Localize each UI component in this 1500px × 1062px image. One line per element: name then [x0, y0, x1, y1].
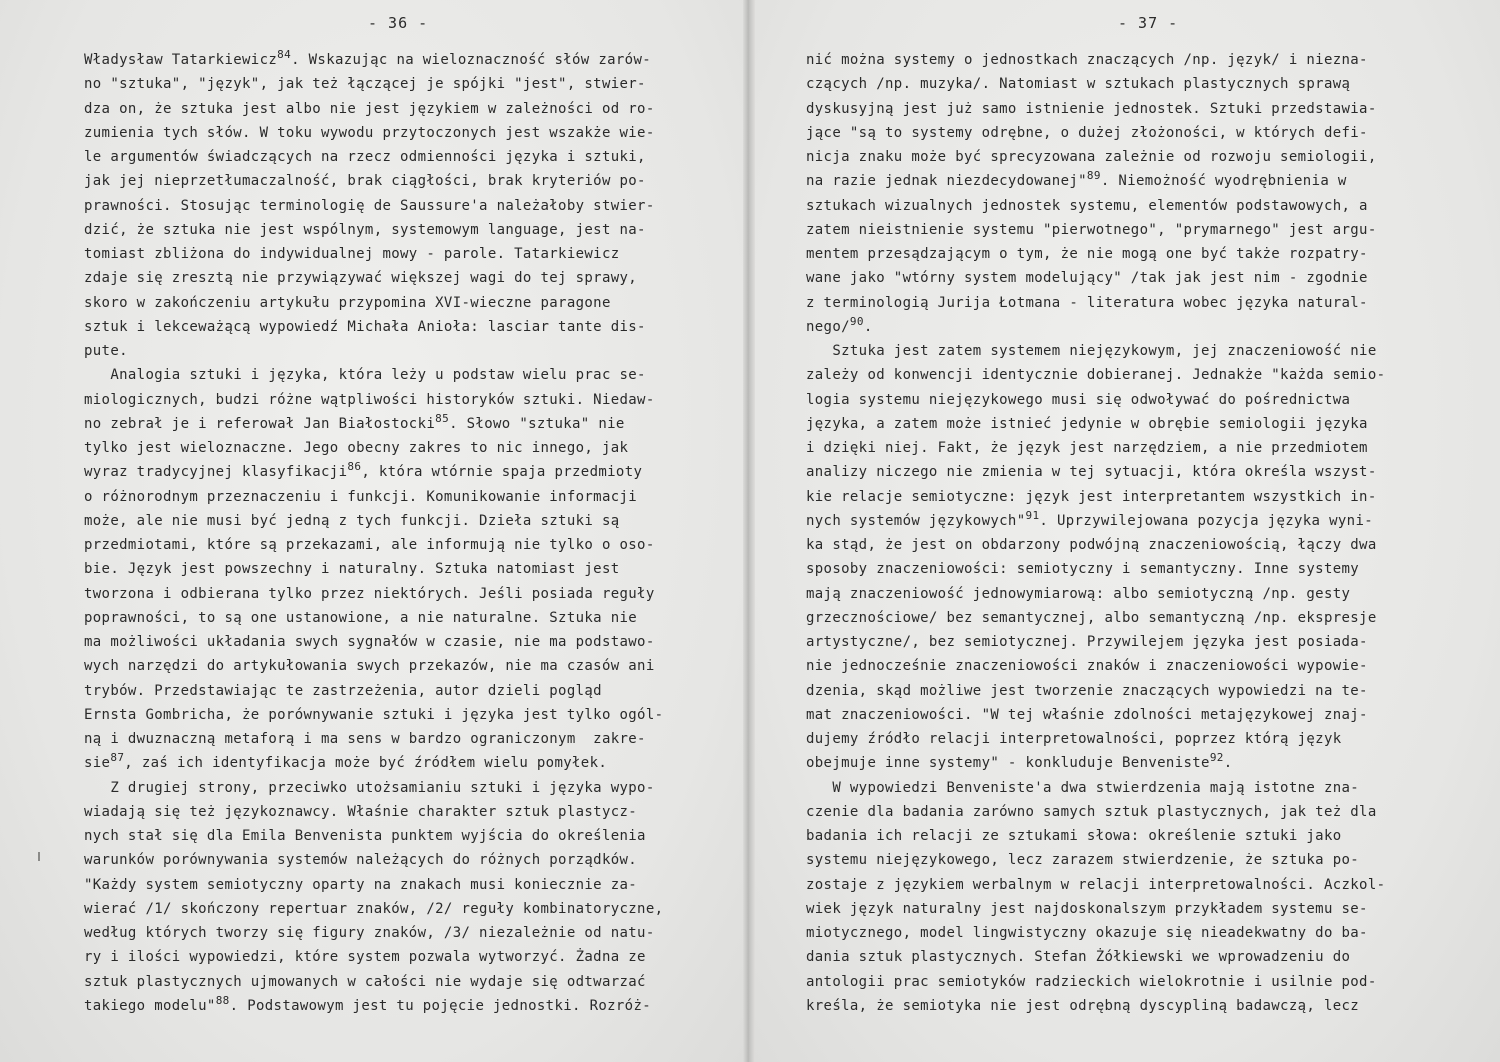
line-text-continued: , zaś ich identyfikacja może być źródłem wielu pomyłek. — [124, 755, 608, 772]
text-line — [84, 727, 646, 751]
line-text: ry i ilości wypowiedzi, które system pozwala wytworzyć. Żadna ze — [84, 949, 646, 966]
text-line — [806, 606, 1377, 630]
text-line — [806, 970, 1377, 994]
line-text: ka stąd, że jest on obdarzony podwójną znaczeniowością, łączy dwa — [806, 537, 1377, 553]
footnote-ref: 84 — [277, 48, 292, 61]
text-line — [806, 218, 1377, 242]
line-text: bie. Język jest powszechny i naturalny. Sztuka natomiast jest — [84, 561, 620, 578]
text-line — [806, 557, 1359, 581]
text-line — [806, 121, 1368, 145]
footnote-ref: 92 — [1209, 751, 1224, 765]
page-number: - 37 - — [1118, 14, 1179, 32]
line-text: czących /np. muzyka/. Natomiast w sztukach plastycznych sprawą — [806, 76, 1351, 93]
right-page — [748, 0, 1500, 1062]
text-line — [806, 921, 1368, 945]
text-line — [806, 824, 1342, 848]
line-text: tylko jest wieloznaczne. Jego obecny zakres to nic innego, jak — [84, 440, 629, 456]
text-line — [84, 291, 611, 315]
line-text: nych stał się dla Emila Benvenista punktem wyjścia do określenia — [84, 828, 646, 844]
text-line — [806, 315, 873, 339]
line-text-continued: , która wtórnie spaja przedmioty — [361, 464, 643, 481]
line-text: Ernsta Gombricha, że porównywanie sztuki i języka jest tylko ogól- — [84, 706, 664, 723]
text-line — [806, 945, 1350, 969]
line-text: mat znaczeniowości. "W tej właśnie zdolności metajęzykowej znaj- — [806, 706, 1368, 723]
text-line — [806, 169, 1347, 193]
text-line — [84, 412, 625, 436]
line-text: poprawności, to są one ustanowione, a nie naturalne. Sztuka nie — [84, 609, 638, 626]
footnote-ref: 86 — [347, 460, 362, 474]
text-line — [84, 606, 637, 630]
line-text: takiego modelu" — [84, 997, 216, 1014]
text-line — [84, 72, 646, 96]
line-text: Z drugiej strony, przeciwko utożsamianiu sztuki i języka wypo- — [84, 779, 655, 796]
text-line — [806, 751, 1233, 775]
line-text: antologii prac semiotyków radzieckich wielokrotnie i usilnie pod- — [806, 973, 1377, 990]
text-line — [806, 291, 1368, 315]
text-line — [84, 242, 620, 266]
line-text: dania sztuk plastycznych. Stefan Żółkiewski we wprowadzeniu do — [806, 949, 1351, 966]
text-line — [84, 97, 655, 121]
line-text: grzecznościowe/ bez semantycznej, albo semantyczną /np. ekspresje — [806, 609, 1377, 626]
text-line — [806, 533, 1377, 557]
line-text: Władysław Tatarkiewicz — [84, 52, 278, 68]
line-text: artystyczne/, bez semiotycznej. Przywilejem języka jest posiada- — [806, 634, 1368, 650]
line-text: "Każdy system semiotyczny oparty na znakach musi koniecznie za- — [84, 876, 638, 893]
line-text: dujemy źródło relacji interpretowalności, poprzez którą język — [806, 731, 1342, 747]
line-text: nych systemów językowych" — [806, 512, 1026, 529]
text-line — [84, 703, 663, 727]
line-text: nić można systemy o jednostkach znaczących /np. język/ i niezna- — [806, 52, 1368, 68]
line-text: warunków porównywania systemów należących do różnych porządków. — [84, 852, 638, 869]
line-text: nie jednocześnie znaczeniowości znaków i znaczeniowości wypowie- — [806, 658, 1368, 675]
text-line — [806, 97, 1377, 121]
book-gutter — [743, 0, 755, 1062]
line-text: zależy od konwencji identycznie dobieranej. Jednakże "każda semio- — [806, 367, 1386, 384]
line-text: jące "są to systemy odrębne, o dużej złożoności, w których defi- — [806, 124, 1368, 141]
line-text: zostaje z językiem werbalnym w relacji interpretowalności. Aczkol- — [806, 876, 1386, 893]
text-line — [806, 679, 1368, 703]
text-line — [84, 654, 655, 678]
line-text: wane jako "wtórny system modelujący" /tak jak jest nim - zgodnie — [806, 270, 1368, 287]
text-line — [806, 582, 1350, 606]
footnote-ref: 91 — [1025, 508, 1040, 522]
line-text: według których tworzy się figury znaków, /3/ niezależnie od natu- — [84, 925, 655, 941]
line-text: pute. — [84, 343, 128, 359]
line-text: kie relacje semiotyczne: język jest interpretantem wszystkich in- — [806, 488, 1377, 505]
line-text: na razie jednak niezdecydowanej" — [806, 173, 1087, 190]
line-text-continued: . Uprzywilejowana pozycja języka wyni- — [1039, 512, 1374, 529]
text-line — [84, 970, 646, 994]
line-text: systemu niejęzykowego, lecz zarazem stwierdzenie, że sztuka po- — [806, 852, 1360, 869]
line-text: tworzona i odbierana tylko przez niektórych. Jeśli posiada reguły — [84, 585, 655, 602]
footnote-ref: 90 — [849, 314, 864, 328]
text-line — [806, 485, 1377, 509]
line-text-continued: . Wskazując na wieloznaczność słów zarów- — [291, 52, 652, 68]
text-line — [806, 873, 1385, 897]
text-line — [806, 412, 1368, 436]
line-text: o różnorodnym przeznaczeniu i funkcji. Komunikowanie informacji — [84, 488, 638, 505]
line-text: z terminologią Jurija Łotmana - literatura wobec języka natural- — [806, 294, 1368, 311]
text-line — [84, 994, 651, 1018]
text-line — [84, 679, 602, 703]
text-line — [806, 994, 1359, 1018]
footnote-ref: 85 — [435, 411, 450, 425]
text-line — [84, 169, 646, 193]
text-line — [84, 921, 655, 945]
text-line — [806, 242, 1368, 266]
line-text-continued: . Podstawowym jest tu pojęcie jednostki. Rozróż- — [229, 997, 652, 1014]
line-text: logia systemu niejęzykowego musi się odwoływać do pośrednictwa — [806, 391, 1351, 408]
left-page — [0, 0, 748, 1062]
line-text-continued: . Niemożność wyodrębnienia w — [1100, 173, 1347, 190]
line-text: zumienia tych słów. W toku wywodu przytoczonych jest wszakże wie- — [84, 124, 655, 141]
line-text: wiadają się też językoznawcy. Właśnie charakter sztuk plastycz- — [84, 803, 638, 820]
line-text: sztuk plastycznych ujmowanych w całości nie wydaje się odtwarzać — [84, 973, 646, 990]
line-text: tomiast zbliżona do indywidualnej mowy - parole. Tatarkiewicz — [84, 246, 620, 262]
line-text: nego/ — [806, 318, 850, 335]
text-line — [84, 121, 655, 145]
line-text-continued: . — [863, 318, 873, 335]
line-text: dzenia, skąd możliwe jest tworzenie znaczących wypowiedzi na te- — [806, 682, 1368, 699]
line-text: miotycznego, model lingwistyczny okazuje się nieadekwatny do ba- — [806, 925, 1368, 941]
text-line — [84, 897, 663, 921]
text-line — [84, 339, 128, 363]
text-line — [84, 751, 607, 775]
text-line — [84, 873, 637, 897]
line-text: wiek język naturalny jest najdoskonalszym przykładem systemu se- — [806, 900, 1368, 917]
text-line — [84, 557, 620, 581]
line-text: zdaje się zresztą nie przywiązywać większej wagi do tej sprawy, — [84, 270, 638, 287]
text-line — [806, 897, 1368, 921]
text-line — [806, 800, 1377, 824]
line-text: W wypowiedzi Benveniste'a dwa stwierdzenia mają istotne zna- — [806, 779, 1360, 796]
line-text: zatem nieistnienie systemu "pierwotnego", "prymarnego" jest argu- — [806, 221, 1377, 238]
text-line — [806, 194, 1368, 218]
text-line — [84, 460, 642, 484]
text-line — [806, 703, 1368, 727]
text-line — [806, 48, 1368, 72]
text-line — [84, 48, 651, 72]
line-text: wyraz tradycyjnej klasyfikacji — [84, 464, 348, 481]
line-text: ma możliwości układania swych sygnałów w czasie, nie ma podstawo- — [84, 634, 655, 650]
text-line — [806, 727, 1342, 751]
text-line — [84, 315, 646, 339]
text-line — [84, 630, 655, 654]
footnote-ref: 88 — [215, 993, 230, 1007]
text-line — [84, 436, 628, 460]
line-text-continued: . — [1223, 755, 1233, 772]
page-number: - 36 - — [368, 14, 429, 32]
line-text: może, ale nie musi być jedną z tych funkcji. Dzieła sztuki są — [84, 512, 620, 529]
text-line — [806, 72, 1350, 96]
line-text: skoro w zakończeniu artykułu przypomina XVI-wieczne paragone — [84, 294, 611, 311]
line-text: le argumentów świadczących na rzecz odmienności języka i sztuki, — [84, 149, 646, 165]
text-line — [806, 776, 1359, 800]
text-line — [84, 266, 637, 290]
text-line — [806, 460, 1377, 484]
line-text: Analogia sztuki i języka, która leży u podstaw wielu prac se- — [84, 367, 646, 384]
line-text: prawności. Stosując terminologię de Saussure'a należałoby stwier- — [84, 197, 655, 214]
text-line — [84, 145, 646, 169]
line-text: obejmuje inne systemy" - konkluduje Benveniste — [806, 755, 1210, 772]
text-line — [806, 509, 1373, 533]
text-line — [84, 776, 655, 800]
text-line — [84, 218, 646, 242]
line-text: nicja znaku może być sprecyzowana zależnie od rozwoju semiologii, — [806, 149, 1377, 165]
line-text: dza on, że sztuka jest albo nie jest językiem w zależności od ro- — [84, 100, 655, 117]
text-line — [84, 824, 646, 848]
footnote-ref: 89 — [1086, 169, 1101, 183]
line-text: języka, a zatem może istnieć jedynie w obrębie semiologii języka — [806, 415, 1368, 432]
text-line — [84, 582, 655, 606]
line-text: czenie dla badania zarówno samych sztuk plastycznych, jak też dla — [806, 803, 1377, 820]
line-text: no "sztuka", "język", jak też łączącej je spójki "jest", stwier- — [84, 76, 646, 93]
text-line — [806, 339, 1377, 363]
footnote-ref: 87 — [110, 751, 125, 765]
line-text: trybów. Przedstawiając te zastrzeżenia, autor dzieli pogląd — [84, 682, 602, 699]
text-line — [806, 630, 1368, 654]
line-text: wych narzędzi do artykułowania swych przekazów, nie ma czasów ani — [84, 658, 655, 675]
text-line — [84, 194, 655, 218]
line-text: sie — [84, 755, 111, 772]
line-text: badania ich relacji ze sztukami słowa: określenie sztuki jako — [806, 828, 1342, 844]
line-text: i dzięki niej. Fakt, że język jest narzędziem, a nie przedmiotem — [806, 440, 1368, 456]
text-line — [806, 436, 1368, 460]
text-line — [806, 266, 1368, 290]
text-line — [84, 945, 646, 969]
line-text: sztukach wizualnych jednostek systemu, elementów podstawowych, a — [806, 197, 1368, 214]
text-line — [84, 485, 637, 509]
text-line — [806, 654, 1368, 678]
text-line — [806, 145, 1377, 169]
line-text: sposoby znaczeniowości: semiotyczny i semantyczny. Inne systemy — [806, 561, 1360, 578]
line-text: jak jej nieprzetłumaczalność, brak ciągłości, brak kryteriów po- — [84, 173, 646, 190]
line-text: przedmiotami, które są przekazami, ale informują nie tylko o oso- — [84, 537, 655, 553]
text-line — [84, 848, 637, 872]
text-line — [806, 388, 1350, 412]
line-text: dyskusyjną jest już samo istnienie jednostek. Sztuki przedstawia- — [806, 100, 1377, 117]
line-text: dzić, że sztuka nie jest wspólnym, systemowym language, jest na- — [84, 221, 646, 238]
text-line — [84, 533, 655, 557]
line-text: ną i dwuznaczną metaforą i ma sens w bardzo ograniczonym zakre- — [84, 731, 646, 747]
text-line — [84, 509, 620, 533]
line-text: mają znaczeniowość jednowymiarową: albo semiotyczną /np. gesty — [806, 585, 1351, 602]
text-line — [84, 363, 646, 387]
line-text: kreśla, że semiotyka nie jest odrębną dyscypliną badawczą, lecz — [806, 997, 1360, 1014]
line-text-continued: . Słowo "sztuka" nie — [449, 415, 625, 432]
line-text: wierać /1/ skończony repertuar znaków, /2/ reguły kombinatoryczne, — [84, 900, 664, 917]
line-text: mentem przesądzającym o tym, że nie mogą one być także rozpatry- — [806, 246, 1368, 262]
text-line — [84, 800, 637, 824]
text-line — [84, 388, 655, 412]
line-text: Sztuka jest zatem systemem niejęzykowym, jej znaczeniowość nie — [806, 343, 1377, 359]
line-text: analizy niczego nie zmienia w tej sytuacji, która określa wszyst- — [806, 464, 1377, 481]
margin-tick — [38, 852, 40, 861]
line-text: no zebrał je i referował Jan Białostocki — [84, 415, 436, 432]
text-line — [806, 848, 1359, 872]
line-text: sztuk i lekceważącą wypowiedź Michała Anioła: lasciar tante dis- — [84, 318, 646, 335]
text-line — [806, 363, 1385, 387]
line-text: miologicznych, budzi różne wątpliwości historyków sztuki. Niedaw- — [84, 391, 655, 408]
